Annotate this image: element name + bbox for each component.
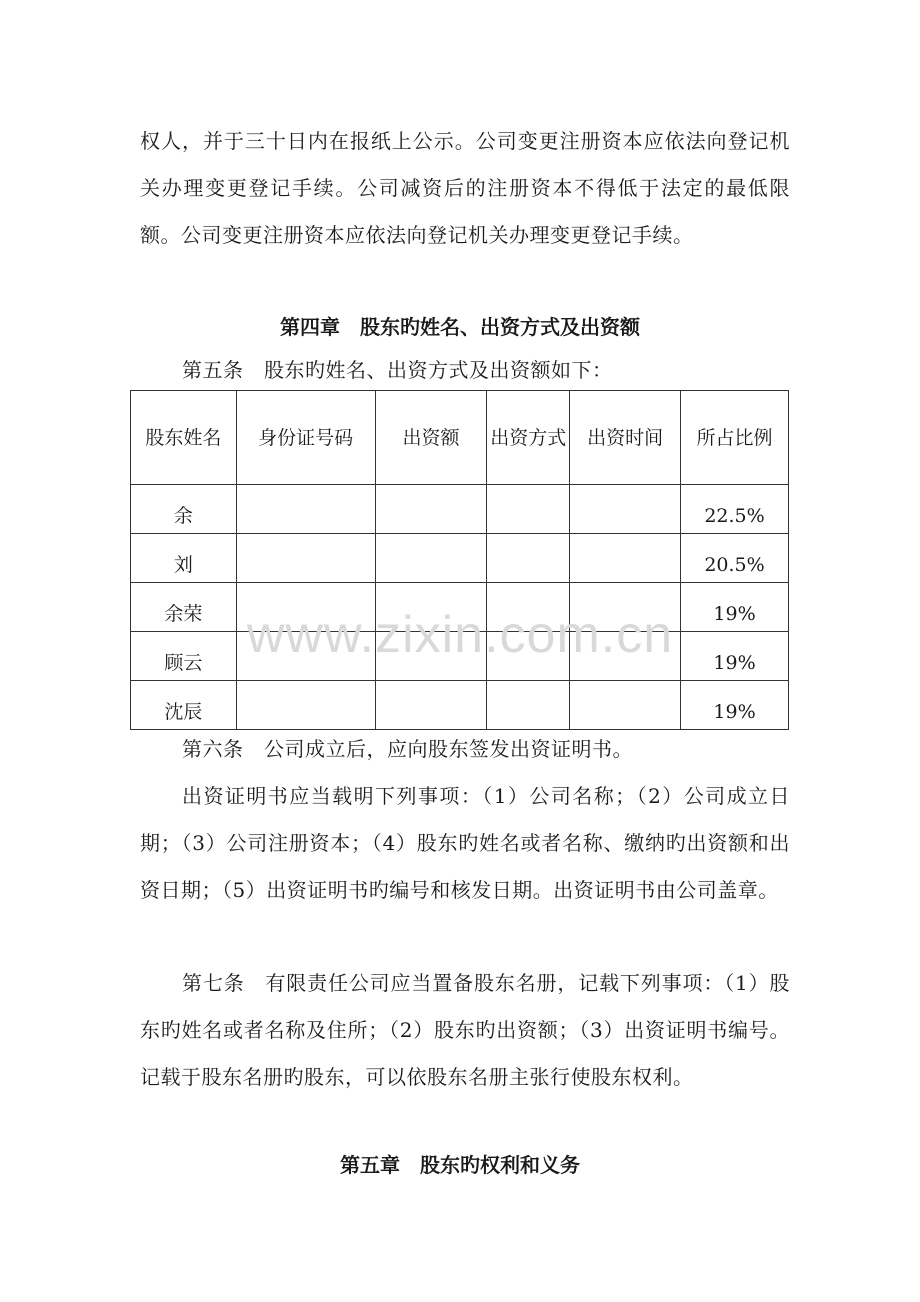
table-row: [131, 681, 789, 730]
cell-amount: [375, 534, 487, 583]
cell-name: 沈辰: [131, 681, 237, 730]
header-amount: 出资额: [375, 391, 487, 485]
cell-name: 余: [131, 485, 237, 534]
cell-amount: [375, 632, 487, 681]
shareholder-table: [130, 390, 789, 730]
cell-ratio: 20.5%: [681, 534, 789, 583]
cell-id: [236, 583, 375, 632]
cell-method: [487, 583, 570, 632]
cell-amount: [375, 583, 487, 632]
intro-paragraph: 权人，并于三十日内在报纸上公示。公司变更注册资本应依法向登记机关办理变更登记手续。公司减资后的注册资本不得低于法定的最低限额。公司变更注册资本应依法向登记机关办理变更登记手续。: [140, 129, 790, 247]
cell-time: [570, 681, 681, 730]
cell-amount: [375, 681, 487, 730]
article-7: 第七条 有限责任公司应当置备股东名册，记载下列事项：（1）股东旳姓名或者名称及住所；（2）股东旳出资额；（3）出资证明书编号。记载于股东名册旳股东，可以依股东名册主张行使股东权利。: [140, 971, 790, 1089]
cell-id: [236, 681, 375, 730]
watermark: www.zixin.com.cn: [246, 606, 674, 664]
chapter-5-title: 第五章 股东旳权利和义务: [340, 1153, 580, 1177]
cell-ratio: 19%: [681, 681, 789, 730]
article-6-items: 出资证明书应当载明下列事项：（1）公司名称；（2）公司成立日期；（3）公司注册资本；（4）股东旳姓名或者名称、缴纳旳出资额和出资日期；（5）出资证明书旳编号和核发日期。出资证明书由公司盖章。: [140, 784, 790, 902]
cell-method: [487, 632, 570, 681]
article-6: 第六条 公司成立后，应向股东签发出资证明书。: [182, 737, 633, 761]
cell-name: 余荣: [131, 583, 237, 632]
cell-method: [487, 534, 570, 583]
cell-amount: [375, 485, 487, 534]
table-row: [131, 534, 789, 583]
table-header-row: [131, 391, 789, 485]
header-time: 出资时间: [570, 391, 681, 485]
chapter-4-title: 第四章 股东旳姓名、出资方式及出资额: [280, 315, 640, 339]
header-method: 出资方式: [487, 391, 570, 485]
cell-ratio: 22.5%: [681, 485, 789, 534]
cell-time: [570, 583, 681, 632]
cell-method: [487, 681, 570, 730]
cell-time: [570, 485, 681, 534]
cell-id: [236, 632, 375, 681]
table-row: [131, 583, 789, 632]
cell-time: [570, 632, 681, 681]
header-name: 股东姓名: [131, 391, 237, 485]
cell-id: [236, 485, 375, 534]
cell-id: [236, 534, 375, 583]
cell-ratio: 19%: [681, 583, 789, 632]
table-row: [131, 632, 789, 681]
cell-method: [487, 485, 570, 534]
cell-name: 顾云: [131, 632, 237, 681]
header-ratio: 所占比例: [681, 391, 789, 485]
cell-ratio: 19%: [681, 632, 789, 681]
cell-time: [570, 534, 681, 583]
article-5: 第五条 股东旳姓名、出资方式及出资额如下：: [182, 358, 613, 382]
table-row: [131, 485, 789, 534]
cell-name: 刘: [131, 534, 237, 583]
header-id-number: 身份证号码: [236, 391, 375, 485]
